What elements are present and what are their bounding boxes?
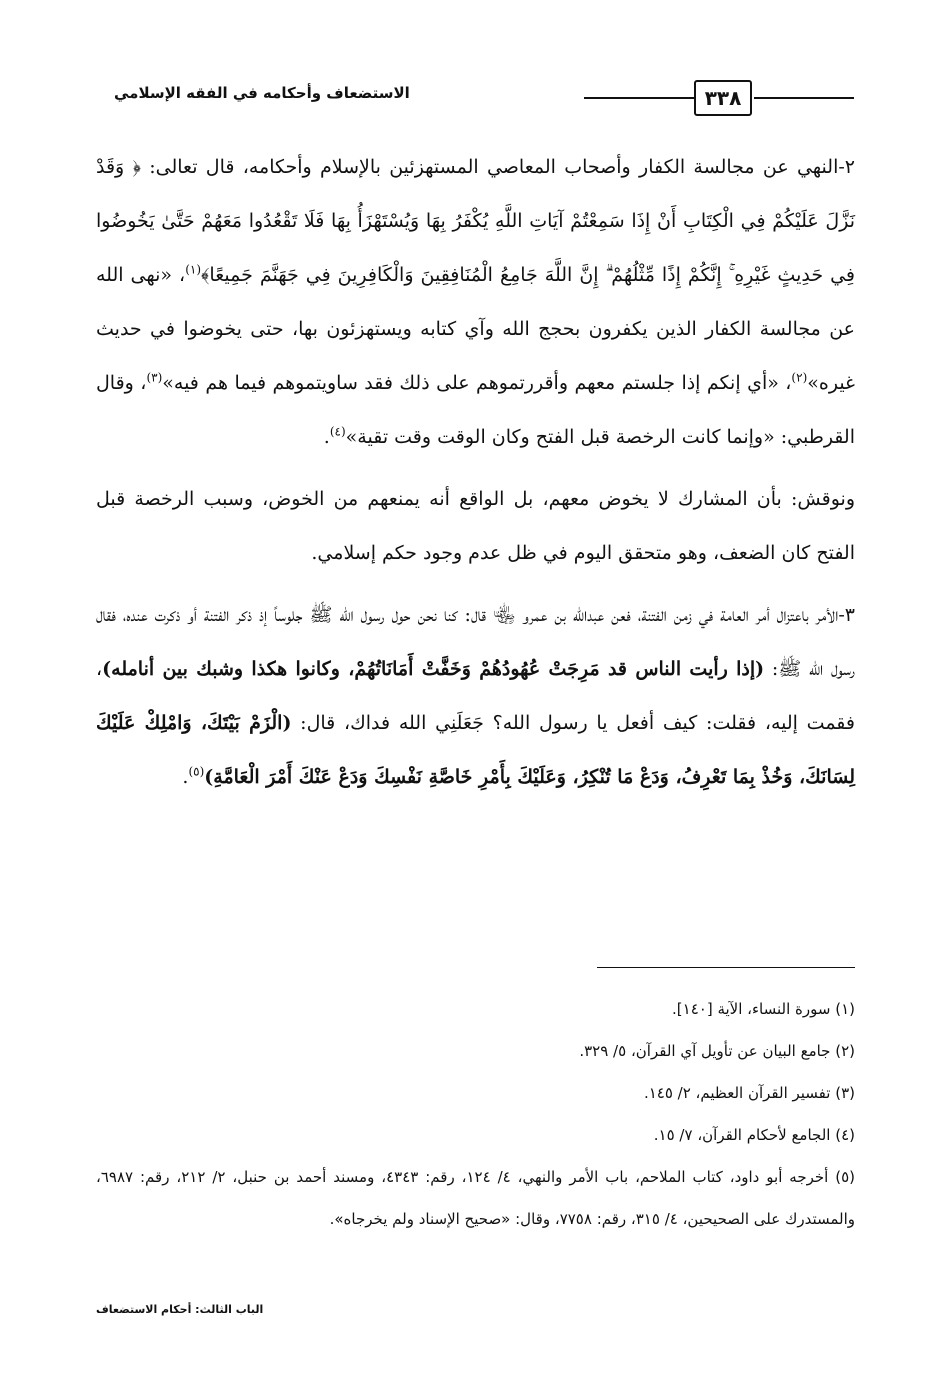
footnote-ref: (٣) — [146, 370, 163, 385]
text-segment: . — [323, 426, 330, 448]
footnote: (٤) الجامع لأحكام القرآن، ٧/ ١٥. — [653, 1126, 855, 1144]
text-segment: . — [182, 766, 189, 788]
footnote-separator — [597, 967, 855, 968]
footnote-ref: (٥) — [188, 764, 205, 779]
text-segment: ، «نهى الله عن مجالسة الكفار الذين يكفرون بحجج الله وآي كتابه ويستهزئون بها، حتى يخوضوا في حديث غيره» — [96, 264, 855, 394]
page-footer: الباب الثالث: أحكام الاستضعاف — [96, 1303, 264, 1316]
footnote: (٣) تفسير القرآن العظيم، ٢/ ١٤٥. — [643, 1084, 855, 1102]
quran-verse: ﴿ وَقَدْ نَزَّلَ عَلَيْكُمْ فِي الْكِتَابِ أَنْ إِذَا سَمِعْتُمْ آيَاتِ اللَّهِ يُكْفَرُ بِهَا وَيُسْتَهْزَأُ بِهَا فَلَا تَقْعُدُوا مَعَهُمْ حَتَّىٰ يَخُوضُوا فِي حَدِيثٍ غَيْرِهِ ۚ إِنَّكُمْ إِذًا مِّثْلُهُمْ ۗ إِنَّ اللَّهَ جَامِعُ الْمُنَافِقِينَ وَالْكَافِرِينَ فِي جَهَنَّمَ جَمِيعًا﴾ — [96, 156, 855, 286]
paragraph-3 — [96, 588, 855, 804]
footnote-ref: (٢) — [791, 370, 808, 385]
paragraph-2: ونوقش: بأن المشارك لا يخوض معهم، بل الواقع أنه يمنعهم من الخوض، وسبب الرخصة قبل الفتح كان الضعف، وهو متحقق اليوم في ظل عدم وجود حكم إسلامي. — [96, 488, 855, 564]
footnote: (٢) جامع البيان عن تأويل آي القرآن، ٥/ ٣٢٩. — [579, 1042, 855, 1060]
page-header — [96, 80, 854, 116]
running-title: الاستضعاف وأحكامه في الفقه الإسلامي — [114, 84, 410, 102]
text-segment: ٣-الأمر باعتزال أمر العامة في زمن الفتنة، فعن عبدالله بن عمرو ﵄ قال: كنا نحن حول رسول الله ﷺ جلوساً إذ ذكر الفتنة أو ذكرت عنده، فقال رسول الله ﷺ: — [96, 604, 855, 680]
footnote-ref: (٤) — [329, 424, 346, 439]
page-number: ٣٣٨ — [694, 80, 752, 116]
main-text — [96, 140, 855, 812]
footnote: (١) سورة النساء، الآية [١٤٠]. — [672, 1000, 855, 1018]
text-segment: ، وقال القرطبي: «وإنما كانت الرخصة قبل الفتح وكان الوقت وقت تقية» — [96, 372, 855, 448]
text-segment: ٢-النهي عن مجالسة الكفار وأصحاب المعاصي المستهزئين بالإسلام وأحكامه، قال تعالى: — [140, 156, 855, 178]
paragraph-1 — [96, 140, 855, 464]
header-rule — [754, 97, 854, 99]
hadith-quote: (إذا رأيت الناس قد مَرِجَتْ عُهُودُهُمْ وَخَفَّتْ أَمَانَاتُهُمْ، وكانوا هكذا وشبك بين أنامله) — [102, 658, 765, 680]
text-segment: ، «أي إنكم إذا جلستم معهم وأقررتموهم على ذلك فقد ساويتموهم فيما هم فيه» — [162, 372, 792, 394]
header-rule — [584, 97, 694, 99]
hadith-quote: (الْزَمْ بَيْتَكَ، وَامْلِكْ عَلَيْكَ لِسَانَكَ، وَخُذْ بِمَا تَعْرِفُ، وَدَعْ مَا تُنْكِرُ، وَعَلَيْكَ بِأَمْرِ خَاصَّةِ نَفْسِكَ وَدَعْ عَنْكَ أَمْرَ الْعَامَّةِ) — [96, 712, 855, 788]
text-segment: ، فقمت إليه، فقلت: كيف أفعل يا رسول الله؟ جَعَلَنِي الله فداك، قال: — [96, 658, 856, 734]
footnote: (٥) أخرجه أبو داود، كتاب الملاحم، باب الأمر والنهي، ٤/ ١٢٤، رقم: ٤٣٤٣، ومسند أحمد بن حنبل، ٢/ ٢١٢، رقم: ٦٩٨٧، والمستدرك على الصحيحين، ٤/ ٣١٥، رقم: ٧٧٥٨، وقال: «صحيح الإسناد ولم يخرجاه». — [96, 1168, 856, 1228]
footnote-ref: (١) — [185, 262, 202, 277]
footnotes — [96, 988, 855, 1240]
